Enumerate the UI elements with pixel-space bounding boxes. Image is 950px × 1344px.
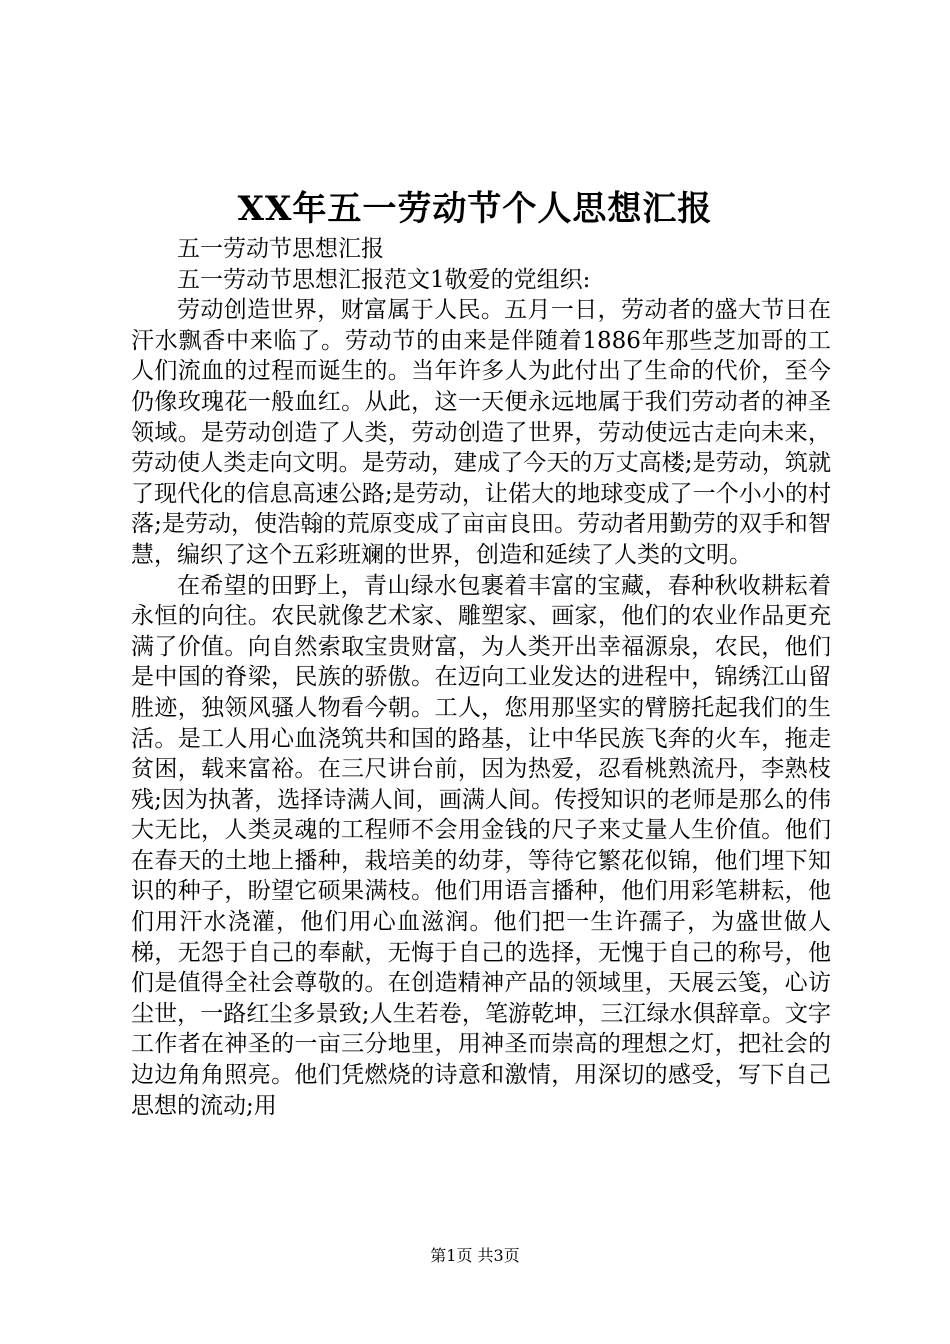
document-title: XX年五一劳动节个人思想汇报 (237, 189, 713, 229)
paragraph-labor-creates-world: 劳动创造世界，财富属于人民。五月一日，劳动者的盛大节日在汗水飘香中来临了。劳动节的由来是伴随着1886年那些芝加哥的工人们流血的过程而诞生的。当年许多人为此付出了生命的代价，至今仍像玫瑰花一般血红。从此，这一天便永远地属于我们劳动者的神圣领域。是劳动创造了人类，劳动创造了世界，劳动使远古走向未来，劳动使人类走向文明。是劳动，建成了今天的万丈高楼;是劳动，筑就了现代化的信息高速公路;是劳动，让偌大的地球变成了一个小小的村落;是劳动，使浩翰的荒原变成了亩亩良田。劳动者用勤劳的双手和智慧，编织了这个五彩班斓的世界，创造和延续了人类的文明。 (131, 297, 831, 568)
paragraph-salutation: 五一劳动节思想汇报范文1敬爱的党组织: (177, 266, 591, 293)
paragraph-heading: 五一劳动节思想汇报 (177, 236, 384, 262)
document-body (131, 234, 831, 1121)
page-footer: 第1页 共3页 (430, 1246, 520, 1265)
paragraph-field-of-hope: 在希望的田野上，青山绿水包裹着丰富的宝藏，春种秋收耕耘着永恒的向往。农民就像艺术家、雕塑家、画家，他们的农业作品更充满了价值。向自然索取宝贵财富，为人类开出幸福源泉，农民，他们是中国的脊梁，民族的骄傲。在迈向工业发达的进程中，锦绣江山留胜迹，独领风骚人物看今朝。工人，您用那坚实的臂膀托起我们的生活。是工人用心血浇筑共和国的路基，让中华民族飞奔的火车，拖走贫困，载来富裕。在三尺讲台前，因为热爱，忍看桃熟流丹，李熟枝残;因为执著，选择诗满人间，画满人间。传授知识的老师是那么的伟大无比，人类灵魂的工程师不会用金钱的尺子来丈量人生价值。他们在春天的土地上播种，栽培美的幼芽，等待它繁花似锦，他们埋下知识的种子，盼望它硕果满枝。他们用语言播种，他们用彩笔耕耘，他们用汗水浇灌，他们用心血滋润。他们把一生许孺子，为盛世做人梯，无怨于自己的奉献，无悔于自己的选择，无愧于自己的称号，他们是值得全社会尊敬的。在创造精神产品的领域里，天展云笺，心访尘世，一路红尘多景致;人生若卷，笔游乾坤，三江绿水俱辞章。文字工作者在神圣的一亩三分地里，用神圣而崇高的理想之灯，把社会的边边角角照亮。他们凭燃烧的诗意和激情，用深切的感受，写下自己思想的流动;用 (131, 572, 831, 1119)
